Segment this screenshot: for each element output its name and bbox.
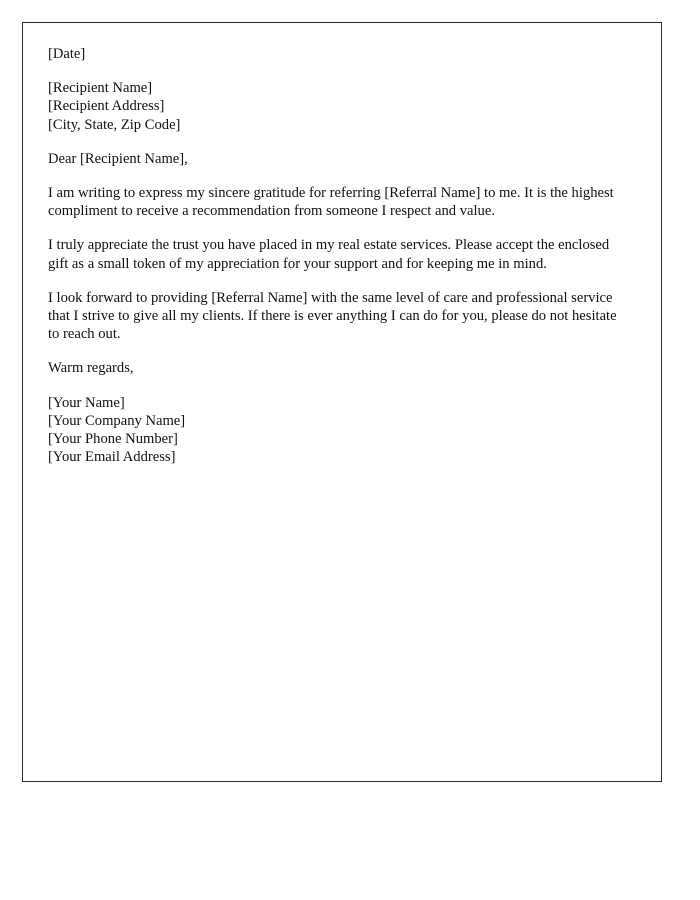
signature-company-line: [Your Company Name] bbox=[48, 412, 186, 429]
signature-phone-line: [Your Phone Number] bbox=[48, 431, 178, 448]
body-paragraph-3: I look forward to providing [Referral Name] with the same level of care and professional service that I strive to give all my clients. If there is ever anything I can do for you, please do not hesitate to reach out. bbox=[48, 289, 617, 343]
recipient-address-block bbox=[48, 79, 626, 134]
recipient-name-line: [Recipient Name] bbox=[48, 80, 153, 97]
recipient-address-line: [Recipient Address] bbox=[48, 98, 165, 115]
date-placeholder: [Date] bbox=[48, 46, 86, 62]
signature-block bbox=[48, 394, 626, 467]
signature-email-line: [Your Email Address] bbox=[48, 449, 176, 466]
body-paragraph-1: I am writing to express my sincere gratitude for referring [Referral Name] to me. It is the highest compliment to receive a recommendation from someone I respect and value. bbox=[48, 185, 614, 220]
salutation: Dear [Recipient Name], bbox=[48, 150, 188, 167]
closing-line: Warm regards, bbox=[48, 360, 134, 377]
recipient-city-state-zip-line: [City, State, Zip Code] bbox=[48, 116, 181, 133]
letter-body bbox=[48, 45, 626, 466]
signature-name-line: [Your Name] bbox=[48, 394, 125, 411]
body-paragraph-2: I truly appreciate the trust you have placed in my real estate services. Please accept the enclosed gift as a small token of my appreciation for your support and for keeping me in mind. bbox=[48, 237, 610, 272]
letter-page-frame bbox=[22, 22, 662, 782]
